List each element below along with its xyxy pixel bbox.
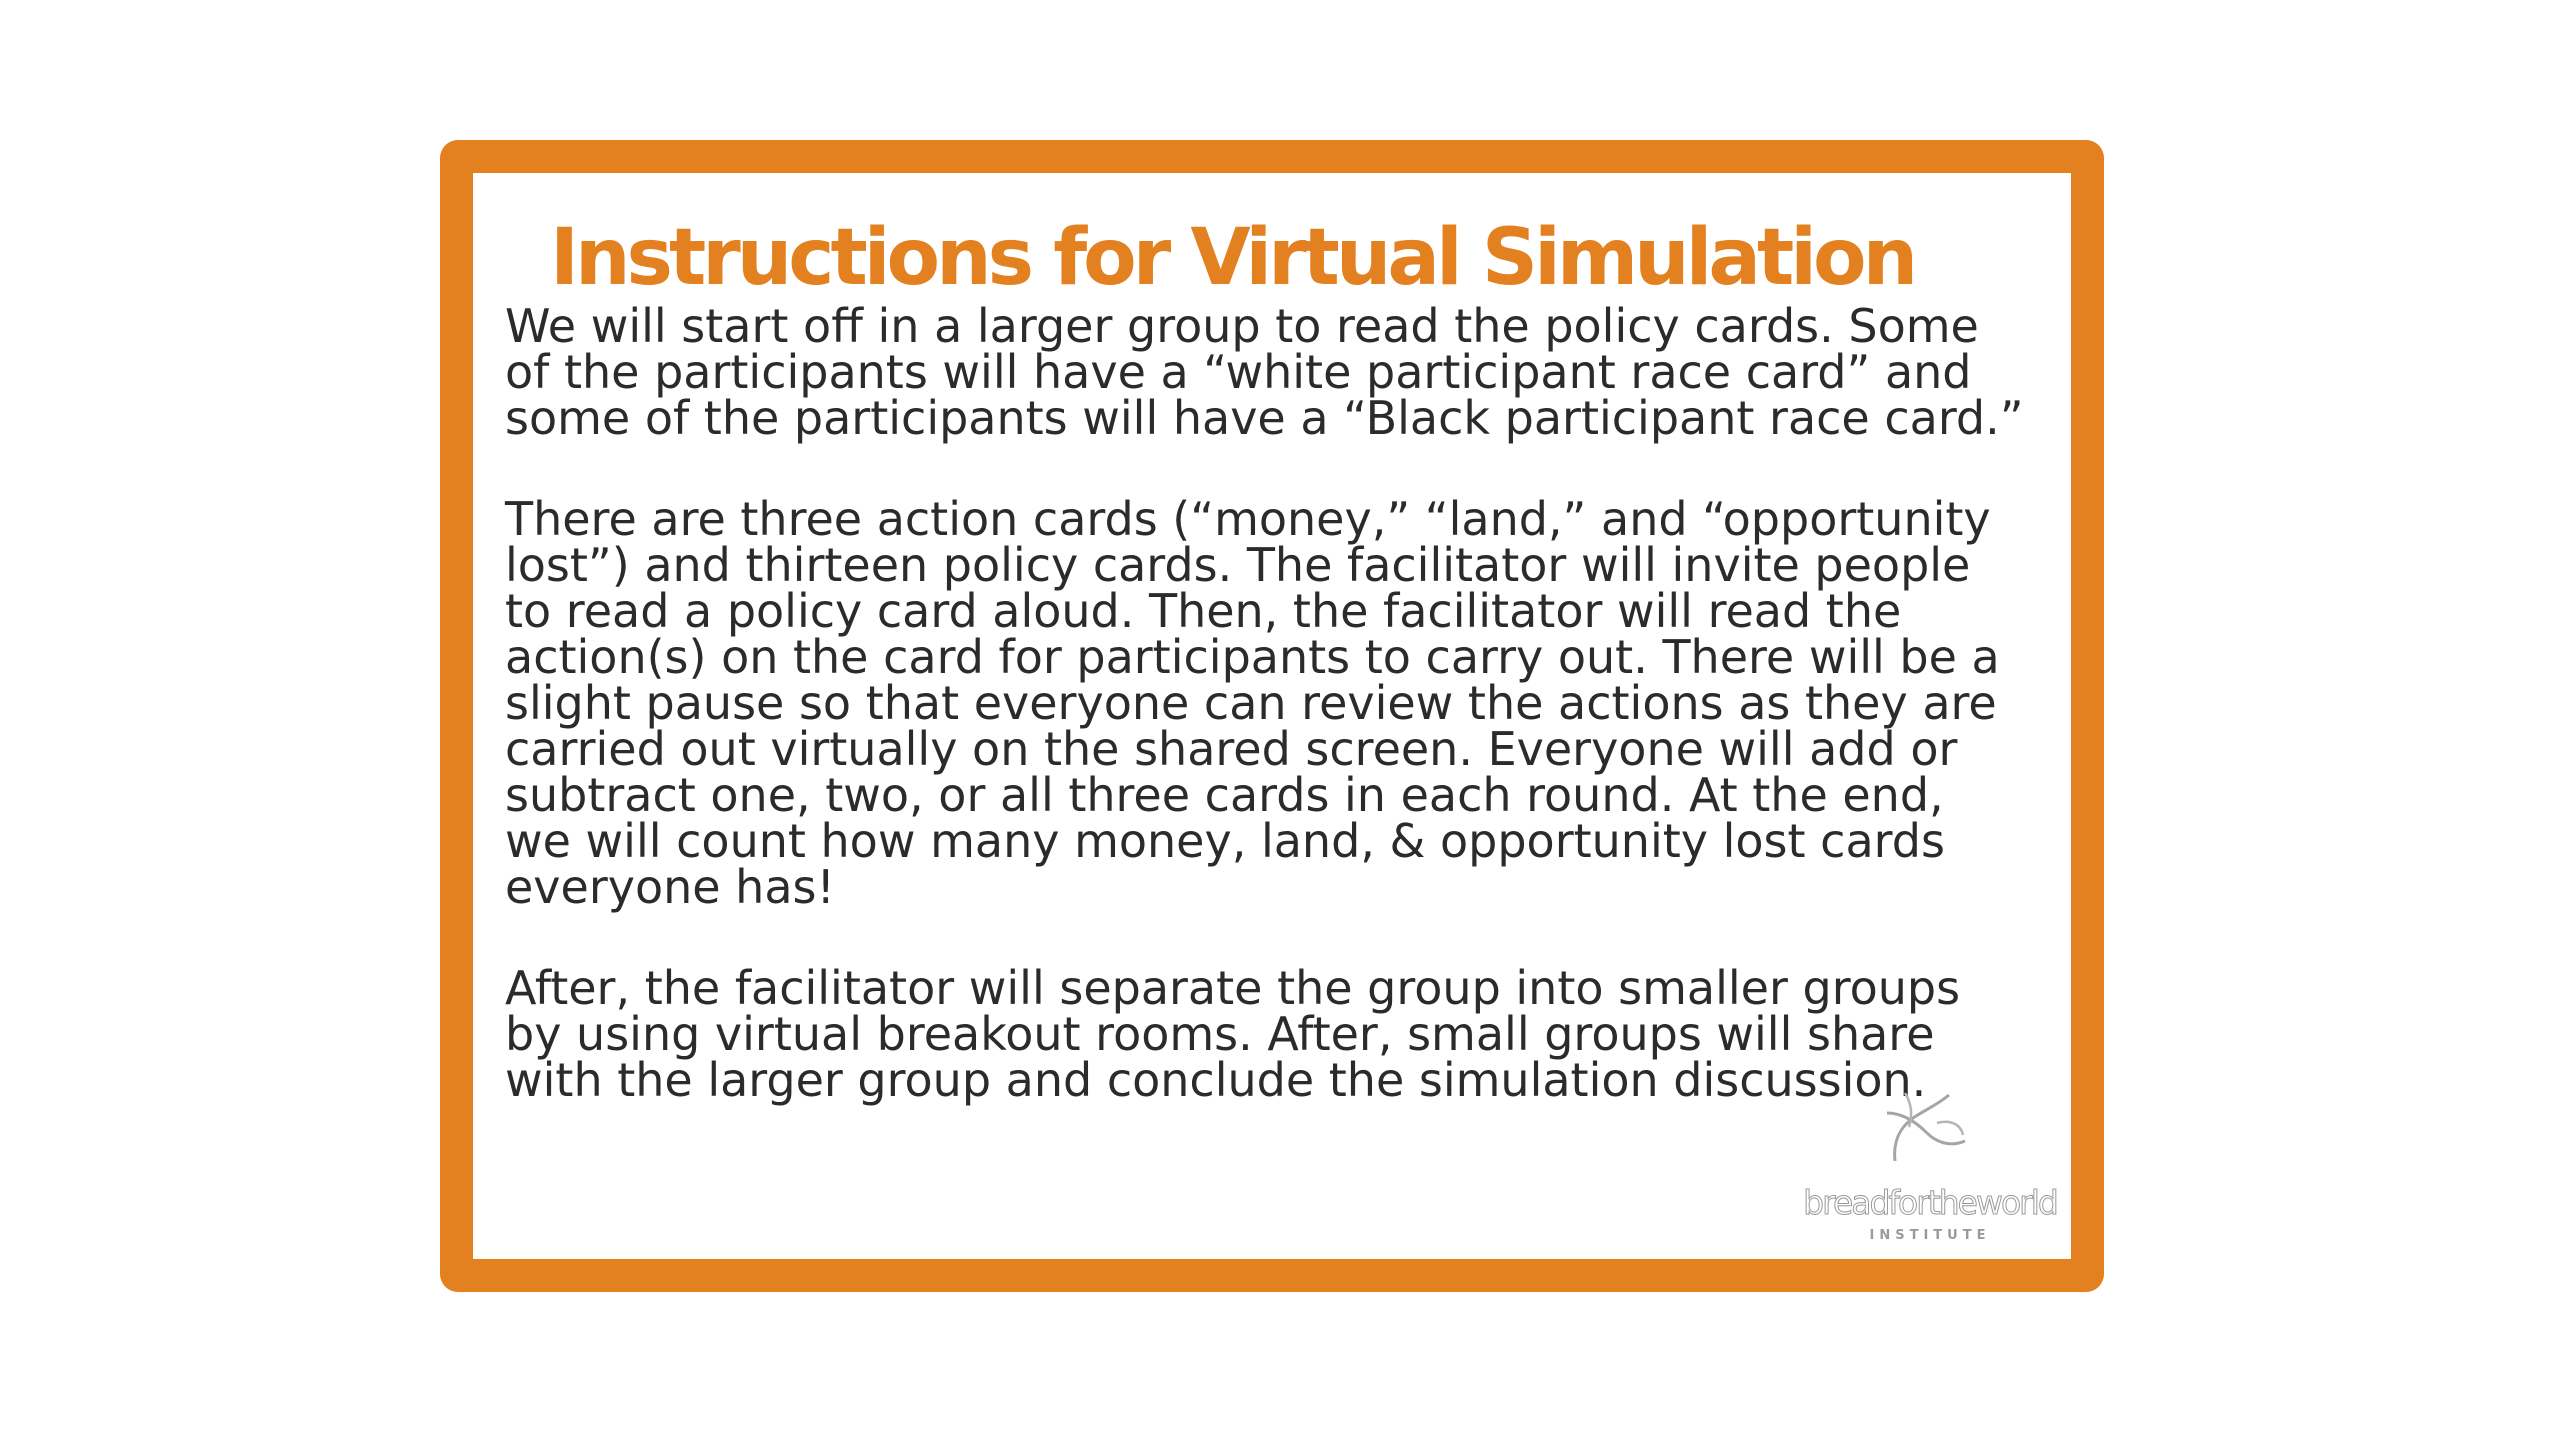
paragraph-cards: There are three action cards (“money,” “land,” and “opportunity lost”) and thirteen policy cards. The facilitator will invite people to read a policy card aloud. Then, the facilitator will read the action(s) on the card for participants to carry out. There will be a slight pause so that everyone can review the actions as they are carried out virtually on the shared screen. Everyone will add or subtract one, two, or all three cards in each round. At the end, we will count how many money, land, & opportunity lost cards everyone has! [505, 492, 2000, 914]
logo-wordmark: breadfortheworld [1803, 1183, 2057, 1222]
slide-title: Instructions for Virtual Simulation [550, 213, 1915, 303]
instructions-card [473, 173, 2071, 1259]
instructions-body [505, 299, 2085, 1158]
paragraph-breakout: After, the facilitator will separate the group into smaller groups by using virtual breakout rooms. After, small groups will share with the larger group and conclude the simulation discussion. [505, 961, 1961, 1107]
bread-for-the-world-mark-icon [1865, 1083, 1975, 1173]
instructions-card-frame [440, 140, 2104, 1292]
paragraph-intro: We will start off in a larger group to read the policy cards. Some of the participants will have a “white participant race card” and some of the participants will have a “Black participant race card.” [505, 299, 2024, 445]
bread-for-the-world-logo [1795, 1083, 2065, 1253]
logo-subtitle: INSTITUTE [1869, 1228, 1991, 1243]
